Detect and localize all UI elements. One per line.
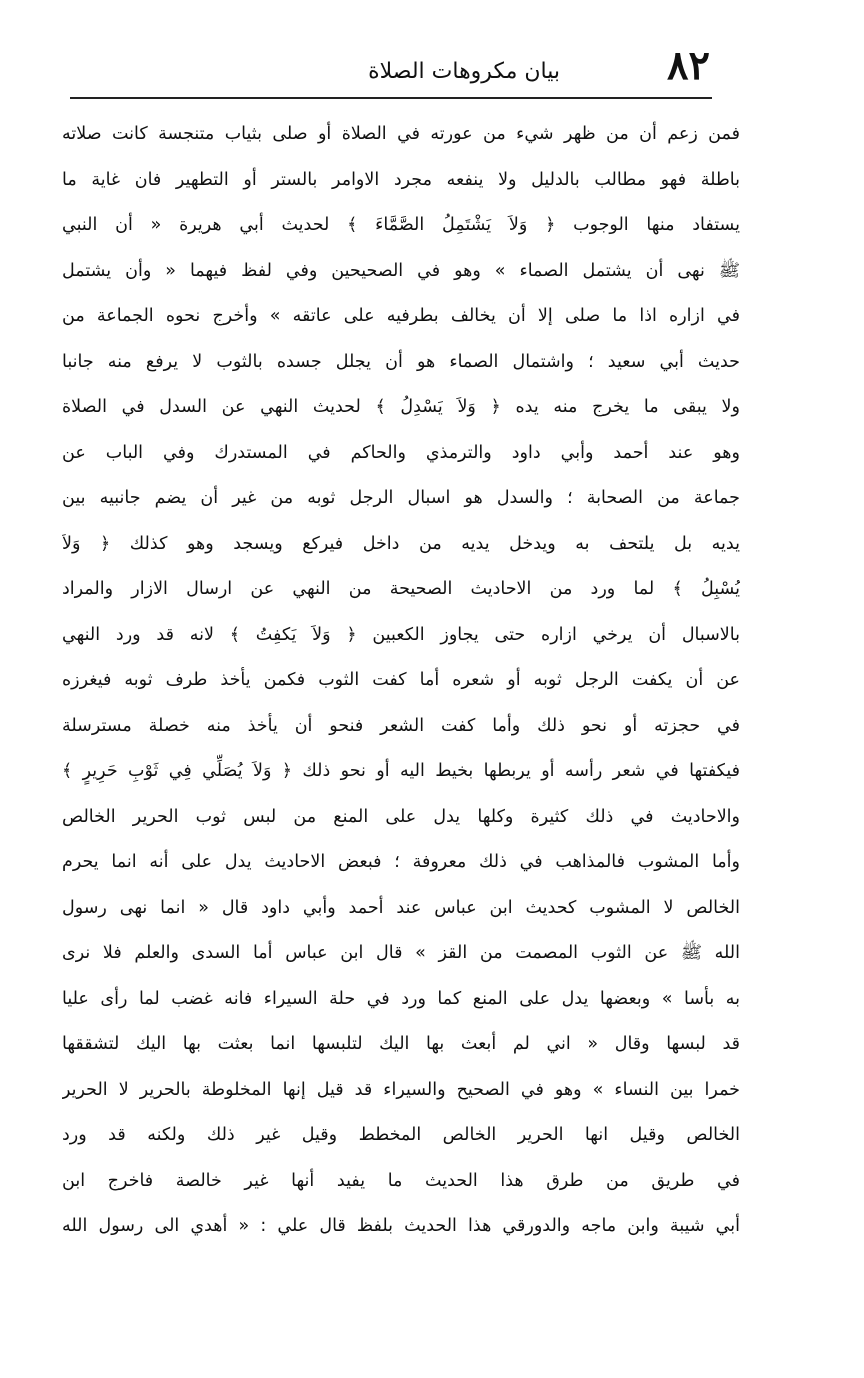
page-header (70, 40, 710, 96)
header-divider (70, 97, 712, 99)
text-line: حديث أبي سعيد ؛ واشتمال الصماء هو أن يجلل جسده بالثوب لا يرفع منه جانبا (62, 351, 740, 372)
text-line: يستفاد منها الوجوب ﴿ وَلاَ يَشْتَمِلُ الصَّمَّاءَ ﴾ لحديث أبي هريرة « أن النبي (62, 215, 740, 235)
text-line: باطلة فهو مطالب بالدليل ولا ينفعه مجرد الاوامر بالستر أو التطهير فان غاية ما (62, 169, 740, 190)
running-title: بيان مكروهات الصلاة (368, 59, 560, 84)
text-line: في طريق من طرق هذا الحديث ما يفيد أنها غير خالصة فاخرج ابن (62, 1170, 740, 1191)
text-line: يُسْبِلُ ﴾ لما ورد من الاحاديث الصحيحة من النهي عن ارسال الازار والمراد (62, 579, 740, 599)
body-text (62, 112, 740, 1250)
text-line: أبي شيبة وابن ماجه والدورقي هذا الحديث بلفظ قال علي : « أهدي الى رسول الله (62, 1216, 740, 1236)
text-line: الخالص وقيل انها الحرير الخالص المخطط وقيل غير ذلك ولكنه قد ورد (62, 1125, 740, 1145)
text-line: قد لبسها وقال « اني لم أبعث بها اليك لتلبسها انما بعثت بها اليك لتشققها (62, 1034, 740, 1054)
text-line: بالاسبال أن يرخي ازاره حتى يجاوز الكعبين ﴿ وَلاَ يَكفِتُ ﴾ لانه قد ورد النهي (62, 624, 740, 645)
text-line: خمرا بين النساء » وهو في الصحيح والسيراء قد قيل إنها المخلوطة بالحرير لا الحرير (62, 1079, 740, 1100)
text-line: ولا يبقى ما يخرج منه يده ﴿ وَلاَ يَسْدِلُ ﴾ لحديث النهي عن السدل في الصلاة (62, 397, 740, 417)
text-line: وهو عند أحمد وأبي داود والترمذي والحاكم في المستدرك وفي الباب عن (62, 442, 740, 463)
text-line: في ازاره اذا ما صلى إلا أن يخالف بطرفيه على عاتقه » وأخرج نحوه الجماعة من (62, 306, 740, 326)
text-line: والاحاديث في ذلك كثيرة وكلها يدل على المنع من لبس ثوب الحرير الخالص (62, 806, 740, 827)
text-line: الله ﷺ عن الثوب المصمت من القز » قال ابن عباس أما السدى والعلم فلا نرى (62, 943, 740, 963)
text-line: به بأسا » وبعضها يدل على المنع كما ورد في حلة السيراء فانه غضب لما رأى عليا (62, 988, 740, 1009)
text-line: الخالص لا المشوب كحديث ابن عباس عند أحمد وأبي داود قال « انما نهى رسول (62, 897, 740, 918)
text-line: عن أن يكفت الرجل ثوبه أو شعره أما كفت الثوب فكمن يأخذ طرف ثوبه فيغرزه (62, 670, 740, 690)
text-line: يديه بل يلتحف به ويدخل يديه من داخل فيركع ويسجد وهو كذلك ﴿ وَلاَ (62, 533, 740, 554)
text-line: جماعة من الصحابة ؛ والسدل هو اسبال الرجل ثوبه من غير أن يضم جانبيه بين (62, 488, 740, 508)
page-number: ٨٢ (667, 42, 710, 89)
text-line: في حجزته أو نحو ذلك وأما كفت الشعر فنحو أن يأخذ منه خصلة مسترسلة (62, 715, 740, 736)
text-line: فيكفتها في شعر رأسه أو يربطها بخيط اليه أو نحو ذلك ﴿ وَلاَ يُصَلِّي فِي ثَوْبِ حَرِيرٍ ﴾ (62, 761, 740, 781)
text-line: وأما المشوب فالمذاهب في ذلك معروفة ؛ فبعض الاحاديث يدل على أنه انما يحرم (62, 852, 740, 872)
text-line: فمن زعم أن من ظهر شيء من عورته في الصلاة أو صلى بثياب متنجسة كانت صلاته (62, 124, 740, 144)
text-line: ﷺ نهى أن يشتمل الصماء » وهو في الصحيحين وفي لفظ فيهما « وأن يشتمل (62, 260, 740, 281)
